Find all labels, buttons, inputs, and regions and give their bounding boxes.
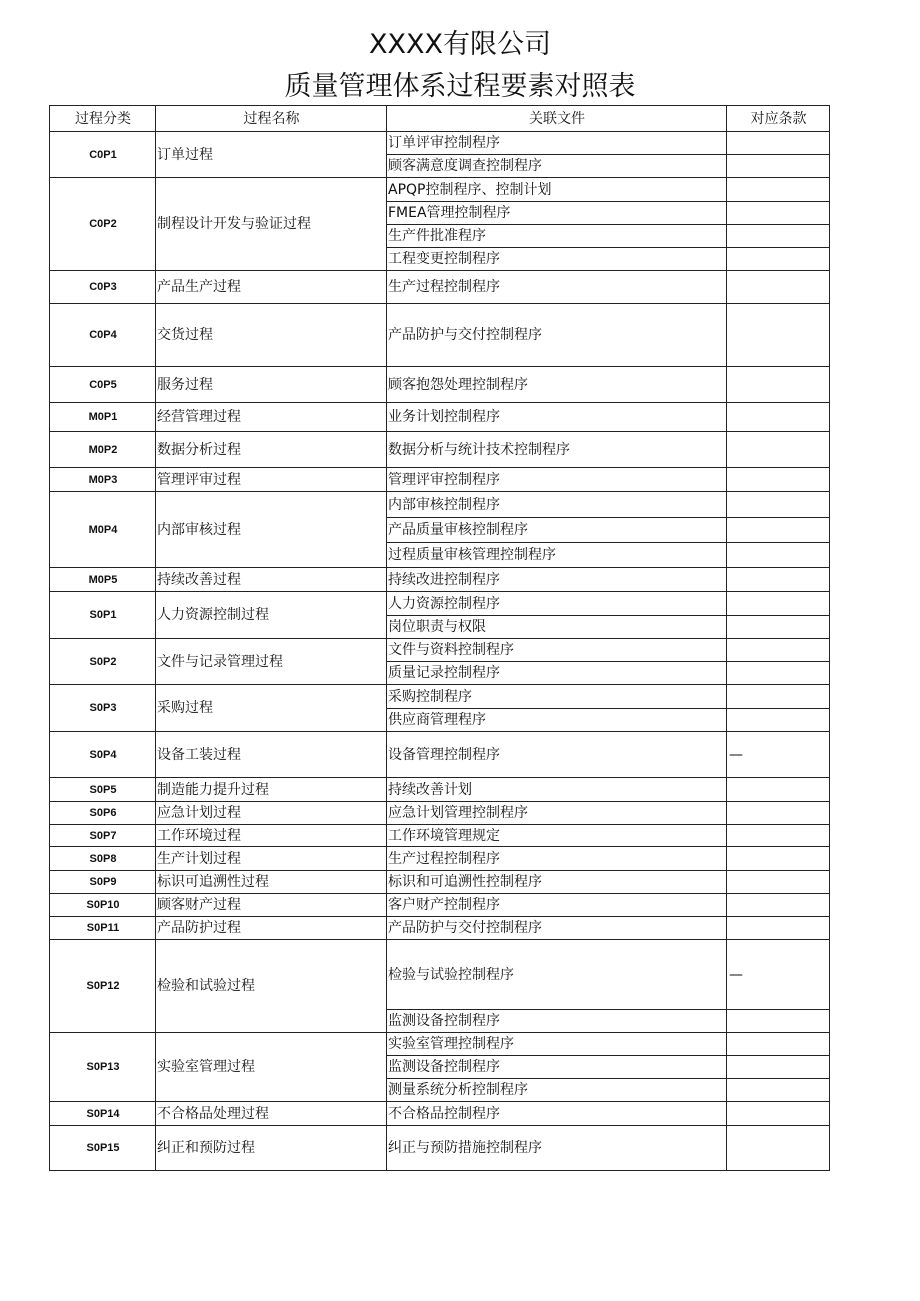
process-code-cell: M0P5 <box>50 568 156 592</box>
column-header-clause: 对应条款 <box>727 106 830 132</box>
table-row <box>50 847 830 871</box>
clause-cell <box>727 802 830 825</box>
process-code-cell: S0P11 <box>50 917 156 940</box>
process-name-cell: 生产计划过程 <box>156 847 387 871</box>
process-name-cell: 工作环境过程 <box>156 825 387 847</box>
company-name: XXXX有限公司 <box>369 29 551 60</box>
clause-cell: — <box>727 940 830 1010</box>
clause-cell <box>727 248 830 271</box>
clause-cell <box>727 639 830 662</box>
clause-cell <box>727 543 830 568</box>
table-row <box>50 592 830 616</box>
table-row <box>50 568 830 592</box>
clause-cell <box>727 662 830 685</box>
related-document-cell: 管理评审控制程序 <box>387 468 727 492</box>
clause-cell <box>727 202 830 225</box>
table-row <box>50 178 830 202</box>
clause-cell <box>727 616 830 639</box>
process-code-cell: S0P15 <box>50 1126 156 1171</box>
related-document-cell: 订单评审控制程序 <box>387 132 727 155</box>
clause-cell <box>727 825 830 847</box>
related-document-cell: FMEA管理控制程序 <box>387 202 727 225</box>
clause-cell <box>727 592 830 616</box>
process-name-cell: 不合格品处理过程 <box>156 1102 387 1126</box>
table-row <box>50 894 830 917</box>
process-code-cell: C0P4 <box>50 304 156 367</box>
process-name-cell: 制程设计开发与验证过程 <box>156 178 387 271</box>
process-name-cell: 交货过程 <box>156 304 387 367</box>
table-row <box>50 685 830 709</box>
process-code-cell: S0P14 <box>50 1102 156 1126</box>
process-name-cell: 制造能力提升过程 <box>156 778 387 802</box>
table-row <box>50 917 830 940</box>
clause-cell <box>727 1079 830 1102</box>
process-code-cell: M0P2 <box>50 432 156 468</box>
related-document-cell: 持续改进控制程序 <box>387 568 727 592</box>
process-name-cell: 检验和试验过程 <box>156 940 387 1033</box>
clause-cell <box>727 568 830 592</box>
table-row <box>50 304 830 367</box>
related-document-cell: 应急计划管理控制程序 <box>387 802 727 825</box>
process-name-cell: 产品生产过程 <box>156 271 387 304</box>
related-document-cell: 持续改善计划 <box>387 778 727 802</box>
table-row <box>50 940 830 1010</box>
table-row <box>50 1126 830 1171</box>
process-name-cell: 设备工装过程 <box>156 732 387 778</box>
table-row <box>50 271 830 304</box>
table-row <box>50 492 830 518</box>
related-document-cell: 检验与试验控制程序 <box>387 940 727 1010</box>
process-code-cell: S0P8 <box>50 847 156 871</box>
related-document-cell: 生产过程控制程序 <box>387 271 727 304</box>
related-document-cell: 生产件批准程序 <box>387 225 727 248</box>
table-row <box>50 732 830 778</box>
clause-cell <box>727 709 830 732</box>
process-code-cell: C0P3 <box>50 271 156 304</box>
related-document-cell: 客户财产控制程序 <box>387 894 727 917</box>
process-name-cell: 实验室管理过程 <box>156 1033 387 1102</box>
clause-cell <box>727 917 830 940</box>
table-row <box>50 778 830 802</box>
clause-cell: — <box>727 732 830 778</box>
clause-cell <box>727 894 830 917</box>
table-row <box>50 132 830 155</box>
clause-cell <box>727 178 830 202</box>
clause-cell <box>727 271 830 304</box>
related-document-cell: 供应商管理程序 <box>387 709 727 732</box>
related-document-cell: 产品质量审核控制程序 <box>387 518 727 543</box>
table-row <box>50 871 830 894</box>
related-document-cell: 工作环境管理规定 <box>387 825 727 847</box>
clause-cell <box>727 403 830 432</box>
process-code-cell: M0P3 <box>50 468 156 492</box>
process-name-cell: 人力资源控制过程 <box>156 592 387 639</box>
clause-cell <box>727 1056 830 1079</box>
clause-cell <box>727 1033 830 1056</box>
process-name-cell: 文件与记录管理过程 <box>156 639 387 685</box>
table-row <box>50 639 830 662</box>
process-code-cell: C0P2 <box>50 178 156 271</box>
process-code-cell: C0P5 <box>50 367 156 403</box>
related-document-cell: 生产过程控制程序 <box>387 847 727 871</box>
process-code-cell: C0P1 <box>50 132 156 178</box>
related-document-cell: 监测设备控制程序 <box>387 1056 727 1079</box>
clause-cell <box>727 1102 830 1126</box>
process-code-cell: S0P6 <box>50 802 156 825</box>
process-name-cell: 纠正和预防过程 <box>156 1126 387 1171</box>
clause-cell <box>727 492 830 518</box>
related-document-cell: 人力资源控制程序 <box>387 592 727 616</box>
process-code-cell: S0P4 <box>50 732 156 778</box>
related-document-cell: 内部审核控制程序 <box>387 492 727 518</box>
process-element-table <box>49 105 830 1171</box>
process-name-cell: 数据分析过程 <box>156 432 387 468</box>
clause-cell <box>727 518 830 543</box>
clause-cell <box>727 304 830 367</box>
process-name-cell: 应急计划过程 <box>156 802 387 825</box>
clause-cell <box>727 778 830 802</box>
clause-cell <box>727 432 830 468</box>
related-document-cell: 业务计划控制程序 <box>387 403 727 432</box>
document-title: 质量管理体系过程要素对照表 <box>284 71 636 102</box>
related-document-cell: 产品防护与交付控制程序 <box>387 917 727 940</box>
table-row <box>50 432 830 468</box>
process-name-cell: 顾客财产过程 <box>156 894 387 917</box>
process-code-cell: S0P9 <box>50 871 156 894</box>
related-document-cell: 标识和可追溯性控制程序 <box>387 871 727 894</box>
process-code-cell: S0P1 <box>50 592 156 639</box>
related-document-cell: 工程变更控制程序 <box>387 248 727 271</box>
clause-cell <box>727 225 830 248</box>
related-document-cell: 实验室管理控制程序 <box>387 1033 727 1056</box>
table-row <box>50 1033 830 1056</box>
process-code-cell: S0P10 <box>50 894 156 917</box>
table-row <box>50 468 830 492</box>
related-document-cell: 顾客抱怨处理控制程序 <box>387 367 727 403</box>
table-body <box>50 132 830 1171</box>
related-document-cell: 采购控制程序 <box>387 685 727 709</box>
column-header-related-documents: 关联文件 <box>387 106 727 132</box>
process-code-cell: M0P4 <box>50 492 156 568</box>
related-document-cell: 监测设备控制程序 <box>387 1010 727 1033</box>
clause-cell <box>727 468 830 492</box>
clause-cell <box>727 847 830 871</box>
process-name-cell: 管理评审过程 <box>156 468 387 492</box>
related-document-cell: 纠正与预防措施控制程序 <box>387 1126 727 1171</box>
process-code-cell: S0P7 <box>50 825 156 847</box>
related-document-cell: 质量记录控制程序 <box>387 662 727 685</box>
related-document-cell: 产品防护与交付控制程序 <box>387 304 727 367</box>
related-document-cell: 测量系统分析控制程序 <box>387 1079 727 1102</box>
process-name-cell: 经营管理过程 <box>156 403 387 432</box>
process-name-cell: 订单过程 <box>156 132 387 178</box>
related-document-cell: 数据分析与统计技术控制程序 <box>387 432 727 468</box>
process-name-cell: 服务过程 <box>156 367 387 403</box>
process-name-cell: 持续改善过程 <box>156 568 387 592</box>
process-code-cell: S0P13 <box>50 1033 156 1102</box>
column-header-process-name: 过程名称 <box>156 106 387 132</box>
clause-cell <box>727 132 830 155</box>
table-row <box>50 802 830 825</box>
table-row <box>50 367 830 403</box>
process-name-cell: 内部审核过程 <box>156 492 387 568</box>
table-row <box>50 1102 830 1126</box>
related-document-cell: 过程质量审核管理控制程序 <box>387 543 727 568</box>
related-document-cell: APQP控制程序、控制计划 <box>387 178 727 202</box>
table-header-row <box>50 106 830 132</box>
clause-cell <box>727 1010 830 1033</box>
column-header-category: 过程分类 <box>50 106 156 132</box>
process-name-cell: 标识可追溯性过程 <box>156 871 387 894</box>
related-document-cell: 岗位职责与权限 <box>387 616 727 639</box>
table-row <box>50 825 830 847</box>
process-name-cell: 采购过程 <box>156 685 387 732</box>
process-code-cell: S0P3 <box>50 685 156 732</box>
process-code-cell: S0P5 <box>50 778 156 802</box>
related-document-cell: 顾客满意度调查控制程序 <box>387 155 727 178</box>
process-code-cell: S0P2 <box>50 639 156 685</box>
clause-cell <box>727 871 830 894</box>
clause-cell <box>727 155 830 178</box>
clause-cell <box>727 367 830 403</box>
process-name-cell: 产品防护过程 <box>156 917 387 940</box>
clause-cell <box>727 685 830 709</box>
related-document-cell: 文件与资料控制程序 <box>387 639 727 662</box>
table-row <box>50 403 830 432</box>
related-document-cell: 设备管理控制程序 <box>387 732 727 778</box>
clause-cell <box>727 1126 830 1171</box>
process-code-cell: M0P1 <box>50 403 156 432</box>
related-document-cell: 不合格品控制程序 <box>387 1102 727 1126</box>
process-code-cell: S0P12 <box>50 940 156 1033</box>
